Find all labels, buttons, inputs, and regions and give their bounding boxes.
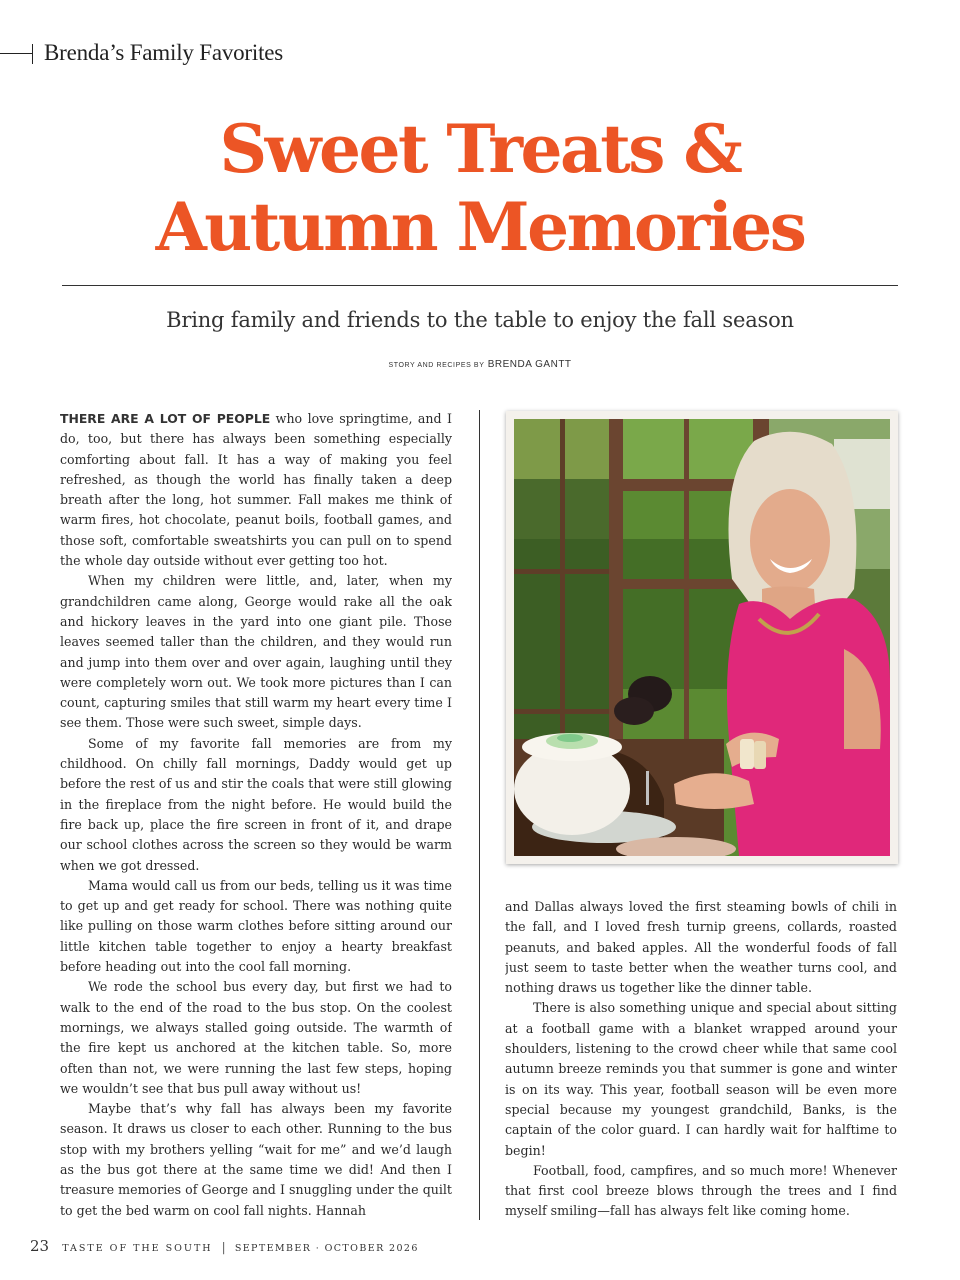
byline-author: BRENDA GANTT [487, 359, 572, 370]
body-paragraph: and Dallas always loved the first steaming bowls of chili in the fall, and I loved fresh turnip greens, collards, roasted peanuts, and baked apples. All the wonderful foods of fall just seem to taste better when the weather turns cool, and nothing draws us together like the dinner table. [505, 899, 897, 996]
article-title [0, 110, 960, 266]
body-paragraph: There is also something unique and special about sitting at a football game with a blanket wrapped around your shoulders, listening to the crowd cheer while that same cool autumn breeze reminds you that summer is gone and winter is on its way. This year, football season will be even more special because my youngest grandchild, Banks, is the captain of the color guard. I can hardly wait for halftime to begin! [505, 1000, 897, 1158]
title-line-2: Autumn Memories [155, 188, 805, 266]
section-rule-tick [32, 44, 33, 64]
body-paragraph: Mama would call us from our beds, telling us it was time to get up and get ready for school. There was nothing quite like pulling on those warm clothes before sitting around our little kitchen table together to enjoy a hearty breakfast before heading out into the cool fall morning. [60, 877, 452, 975]
body-paragraph: When my children were little, and, later, when my grandchildren came along, George would rake all the oak and hickory leaves in the yard into one giant pile. Those leaves seemed taller than the children, and they would run and jump into them over and over again, laughing until they were completely worn out. We took more pictures than I can count, capturing smiles that still warm my heart every time I see them. Those were such sweet, simple days. [60, 573, 452, 731]
left-column [60, 409, 452, 1224]
article-subtitle: Bring family and friends to the table to enjoy the fall season [166, 308, 794, 332]
title-rule [62, 285, 898, 286]
section-label: Brenda’s Family Favorites [44, 40, 284, 65]
body-paragraph: THERE ARE A LOT OF PEOPLE who love springtime, and I do, too, but there has always been something especially comforting about fall. It has a way of making you feel refreshed, as though the world has finally taken a deep breath after the long, hot summer. Fall makes me think of warm fires, hot chocolate, peanut boils, football games, and those soft, comfortable sweatshirts you can pull on to spend the whole day outside without ever getting too hot. [60, 411, 452, 569]
right-column [505, 897, 897, 1227]
column-divider [479, 410, 480, 1220]
footer-separator: | [221, 1240, 226, 1254]
issue-date: SEPTEMBER · OCTOBER 2026 [234, 1243, 419, 1254]
author-photo [506, 411, 898, 864]
byline [0, 359, 960, 370]
body-paragraph: We rode the school bus every day, but first we had to walk to the end of the road to the bus stop. On the coolest mornings, we always stalled going outside. The warmth of the fire kept us anchored at the kitchen table. So, more often than not, we were running the last few steps, hoping we wouldn’t see that bus pull away without us! [60, 979, 452, 1096]
body-paragraph: Maybe that’s why fall has always been my favorite season. It draws us closer to each other. Running to the bus stop with my brothers yelling “wait for me” and we’d laugh as the bus got there at the same time we did! And then I treasure memories of George and I snuggling under the quilt to get the bed warm on cool fall nights. Hannah [60, 1101, 452, 1218]
title-line-1: Sweet Treats & [219, 110, 741, 188]
body-paragraph: Some of my favorite fall memories are from my childhood. On chilly fall mornings, Daddy would get up before the rest of us and stir the coals that were still glowing in the fireplace from the night before. He would build the fire back up, place the fire screen in front of it, and drape our school clothes across the screen so they would be warm when we got dressed. [60, 735, 452, 873]
author-photo-image [514, 419, 890, 856]
byline-prefix: STORY AND RECIPES BY [388, 362, 485, 369]
page-footer [30, 1236, 419, 1255]
magazine-name: TASTE OF THE SOUTH [62, 1243, 213, 1254]
body-paragraph: Football, food, campfires, and so much more! Whenever that first cool breeze blows through the trees and I find myself smiling—fall has always felt like coming home. [505, 1162, 897, 1219]
lead-in: THERE ARE A LOT OF PEOPLE [60, 411, 271, 426]
section-rule [0, 53, 32, 54]
page-number: 23 [30, 1237, 50, 1255]
